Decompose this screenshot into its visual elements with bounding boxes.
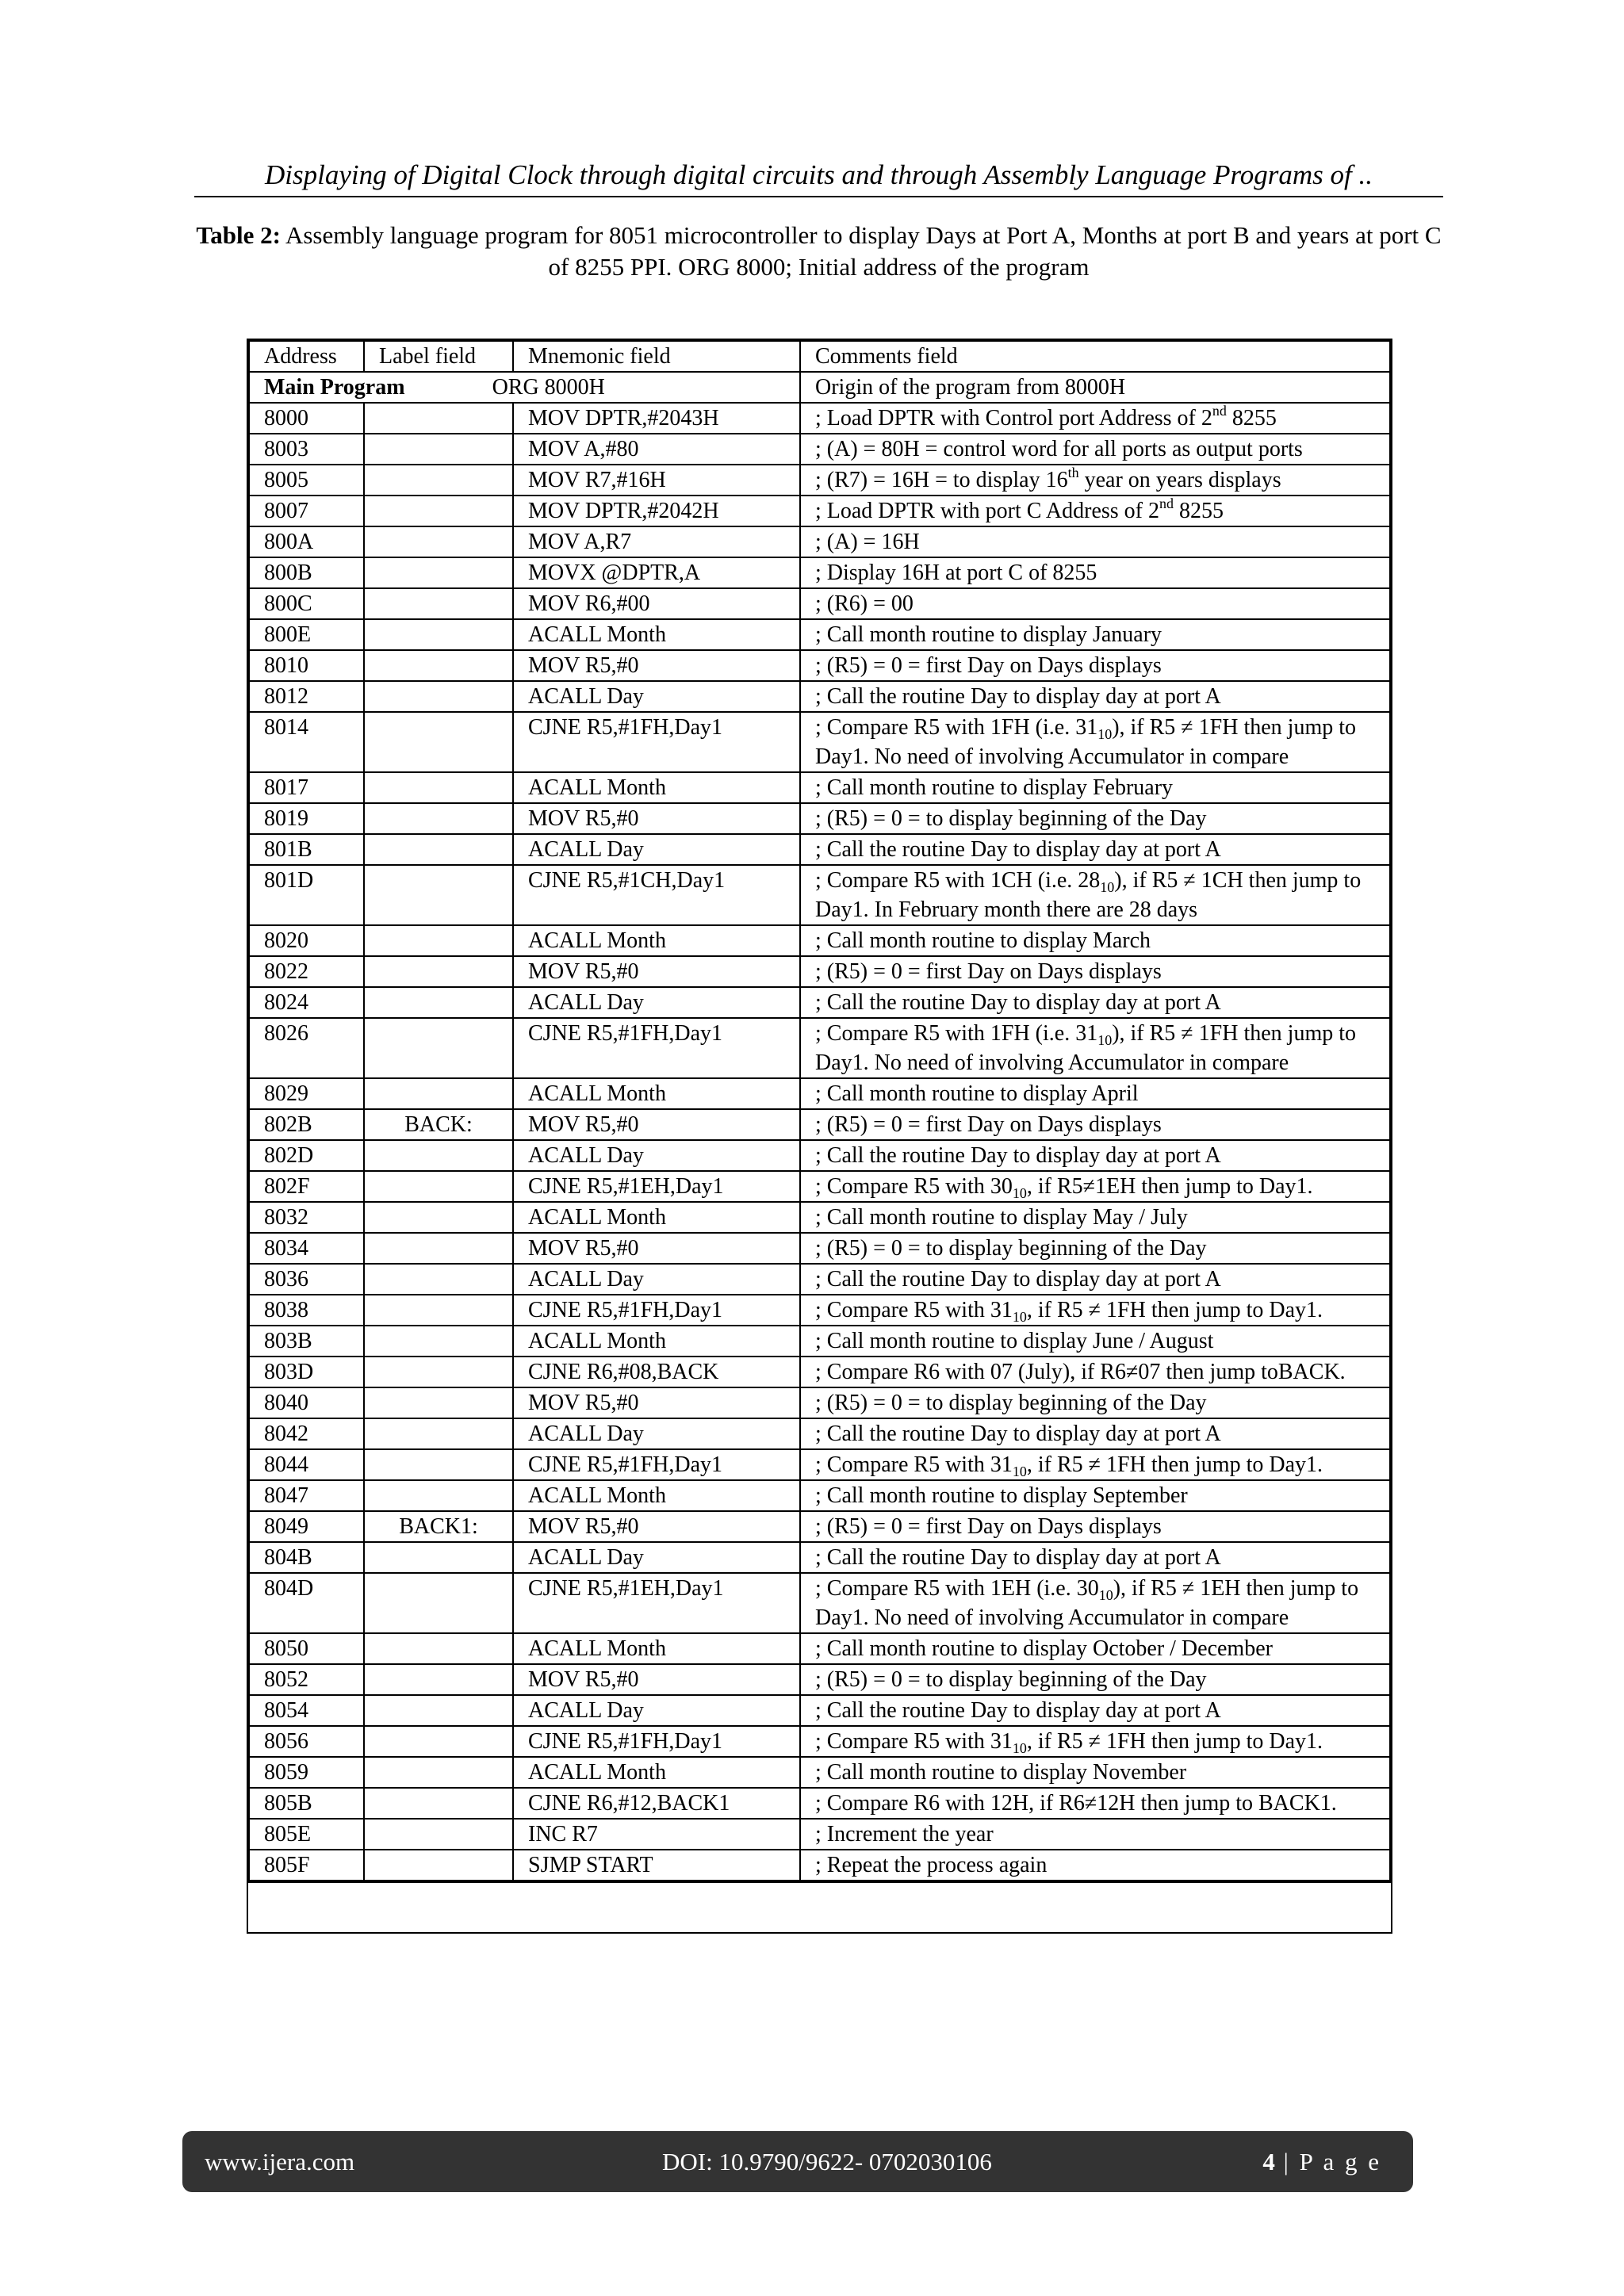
mnemonic-cell: CJNE R5,#1EH,Day1	[513, 1171, 800, 1202]
comment-cell: ; Call the routine Day to display day at port A	[800, 1695, 1390, 1726]
comment-cell: ; Call month routine to display February	[800, 772, 1390, 803]
table-row	[249, 1326, 1390, 1357]
label-cell	[364, 1326, 513, 1357]
comment-cell: ; Load DPTR with port C Address of 2nd 8255	[800, 496, 1390, 526]
table-row	[249, 619, 1390, 650]
mnemonic-cell: CJNE R5,#1FH,Day1	[513, 1018, 800, 1078]
address-cell: 8005	[249, 465, 364, 496]
label-cell	[364, 1387, 513, 1418]
label-cell	[364, 1695, 513, 1726]
label-cell	[364, 465, 513, 496]
address-cell: 8019	[249, 803, 364, 834]
comment-cell: ; (R7) = 16H = to display 16th year on years displays	[800, 465, 1390, 496]
mnemonic-cell: MOV R5,#0	[513, 803, 800, 834]
label-cell	[364, 772, 513, 803]
label-cell	[364, 1726, 513, 1757]
table-row	[249, 1449, 1390, 1480]
table-row	[249, 956, 1390, 987]
mnemonic-cell: ACALL Day	[513, 834, 800, 865]
label-cell	[364, 1757, 513, 1788]
table-body	[249, 372, 1390, 1881]
table-row	[249, 1387, 1390, 1418]
mnemonic-cell: ACALL Month	[513, 925, 800, 956]
address-cell: 800B	[249, 557, 364, 588]
page-footer	[182, 2131, 1413, 2192]
address-cell: 8012	[249, 681, 364, 712]
table-row	[249, 1018, 1390, 1078]
table-row	[249, 1633, 1390, 1664]
mnemonic-cell: SJMP START	[513, 1850, 800, 1881]
table-row	[249, 1109, 1390, 1140]
comment-cell: ; Call month routine to display November	[800, 1757, 1390, 1788]
header-mnemonic-field: Mnemonic field	[513, 341, 800, 372]
address-cell: 8000	[249, 403, 364, 434]
table-header-row	[249, 341, 1390, 372]
label-cell	[364, 1140, 513, 1171]
mnemonic-cell: ACALL Day	[513, 1264, 800, 1295]
comment-cell: ; Call month routine to display January	[800, 619, 1390, 650]
comment-cell: ; Compare R5 with $31_{10}$, if R5 ≠ 1FH then jump to Day1.	[800, 1726, 1390, 1757]
table-row	[249, 434, 1390, 465]
label-cell	[364, 681, 513, 712]
comment-cell: ; (R5) = 0 = first Day on Days displays	[800, 650, 1390, 681]
mnemonic-cell: ACALL Month	[513, 1078, 800, 1109]
label-cell	[364, 834, 513, 865]
main-program-label: Main Program	[264, 375, 405, 400]
label-cell	[364, 956, 513, 987]
address-cell: 8050	[249, 1633, 364, 1664]
address-cell: 8052	[249, 1664, 364, 1695]
address-cell: 8040	[249, 1387, 364, 1418]
main-program-cell	[249, 372, 800, 403]
comment-cell: ; Compare R5 with 1FH (i.e. $31_{10}$), if R5 ≠ 1FH then jump to Day1. No need of involving Accumulator in compare	[800, 1018, 1390, 1078]
mnemonic-cell: ACALL Month	[513, 1633, 800, 1664]
mnemonic-cell: ACALL Day	[513, 681, 800, 712]
comment-cell: ; (R5) = 0 = to display beginning of the Day	[800, 803, 1390, 834]
table-row	[249, 588, 1390, 619]
mnemonic-cell: MOV R7,#16H	[513, 465, 800, 496]
address-cell: 8007	[249, 496, 364, 526]
table-row	[249, 834, 1390, 865]
mnemonic-cell: MOV R5,#0	[513, 1511, 800, 1542]
label-cell	[364, 712, 513, 772]
address-cell: 802D	[249, 1140, 364, 1171]
comment-cell: ; Compare R6 with 07 (July), if R6≠07 then jump toBACK.	[800, 1357, 1390, 1387]
table-row	[249, 1511, 1390, 1542]
comment-cell: ; Compare R5 with $31_{10}$, if R5 ≠ 1FH then jump to Day1.	[800, 1295, 1390, 1326]
label-cell	[364, 1264, 513, 1295]
table-row	[249, 681, 1390, 712]
address-cell: 801B	[249, 834, 364, 865]
address-cell: 8022	[249, 956, 364, 987]
table-caption	[194, 220, 1443, 283]
mnemonic-cell: MOV R5,#0	[513, 650, 800, 681]
mnemonic-cell: ACALL Day	[513, 987, 800, 1018]
address-cell: 8049	[249, 1511, 364, 1542]
label-cell	[364, 1078, 513, 1109]
address-cell: 8003	[249, 434, 364, 465]
label-cell	[364, 1357, 513, 1387]
address-cell: 8047	[249, 1480, 364, 1511]
table-row	[249, 526, 1390, 557]
comment-cell: ; Compare R5 with 1FH (i.e. $31_{10}$), if R5 ≠ 1FH then jump to Day1. No need of involving Accumulator in compare	[800, 712, 1390, 772]
main-program-comment: Origin of the program from 8000H	[800, 372, 1390, 403]
mnemonic-cell: MOV DPTR,#2042H	[513, 496, 800, 526]
address-cell: 800E	[249, 619, 364, 650]
mnemonic-cell: MOV R5,#0	[513, 956, 800, 987]
table-row	[249, 1757, 1390, 1788]
label-cell	[364, 1202, 513, 1233]
mnemonic-cell: MOV R5,#0	[513, 1387, 800, 1418]
table-row	[249, 1140, 1390, 1171]
header-comments-field: Comments field	[800, 341, 1390, 372]
mnemonic-cell: ACALL Day	[513, 1542, 800, 1573]
comment-cell: ; Repeat the process again	[800, 1850, 1390, 1881]
table-row	[249, 496, 1390, 526]
table-row	[249, 987, 1390, 1018]
comment-cell: ; (R6) = 00	[800, 588, 1390, 619]
mnemonic-cell: MOV R5,#0	[513, 1233, 800, 1264]
footer-page-number: 4	[1262, 2148, 1275, 2175]
mnemonic-cell: CJNE R5,#1CH,Day1	[513, 865, 800, 925]
comment-cell: ; Call the routine Day to display day at port A	[800, 1140, 1390, 1171]
table-row	[249, 772, 1390, 803]
mnemonic-cell: CJNE R6,#12,BACK1	[513, 1788, 800, 1819]
comment-cell: ; Call month routine to display April	[800, 1078, 1390, 1109]
comment-cell: ; (R5) = 0 = to display beginning of the Day	[800, 1387, 1390, 1418]
caption-label: Table 2:	[196, 221, 281, 249]
mnemonic-cell: ACALL Day	[513, 1695, 800, 1726]
mnemonic-cell: MOV R6,#00	[513, 588, 800, 619]
comment-cell: ; Compare R5 with 1EH (i.e. $30_{10}$), if R5 ≠ 1EH then jump to Day1. No need of involving Accumulator in compare	[800, 1573, 1390, 1633]
mnemonic-cell: MOV A,#80	[513, 434, 800, 465]
footer-page	[1262, 2131, 1381, 2192]
mnemonic-cell: ACALL Month	[513, 1757, 800, 1788]
table-row	[249, 465, 1390, 496]
address-cell: 8054	[249, 1695, 364, 1726]
table-row	[249, 403, 1390, 434]
label-cell	[364, 1171, 513, 1202]
mnemonic-cell: CJNE R5,#1FH,Day1	[513, 1726, 800, 1757]
mnemonic-cell: MOV R5,#0	[513, 1109, 800, 1140]
address-cell: 8042	[249, 1418, 364, 1449]
comment-cell: ; Compare R6 with 12H, if R6≠12H then jump to BACK1.	[800, 1788, 1390, 1819]
label-cell	[364, 1573, 513, 1633]
comment-cell: ; Call month routine to display March	[800, 925, 1390, 956]
comment-cell: ; Compare R5 with $30_{10}$, if R5≠1EH then jump to Day1.	[800, 1171, 1390, 1202]
mnemonic-cell: ACALL Month	[513, 1202, 800, 1233]
comment-cell: ; (R5) = 0 = first Day on Days displays	[800, 956, 1390, 987]
label-cell	[364, 1480, 513, 1511]
label-cell	[364, 1633, 513, 1664]
comment-cell: ; (R5) = 0 = to display beginning of the Day	[800, 1233, 1390, 1264]
mnemonic-cell: ACALL Day	[513, 1418, 800, 1449]
label-cell	[364, 1233, 513, 1264]
mnemonic-cell: ACALL Month	[513, 619, 800, 650]
table-row	[249, 1295, 1390, 1326]
address-cell: 8032	[249, 1202, 364, 1233]
table-row	[249, 803, 1390, 834]
comment-cell: ; Call the routine Day to display day at port A	[800, 834, 1390, 865]
footer-site[interactable]: www.ijera.com	[205, 2148, 355, 2175]
address-cell: 8059	[249, 1757, 364, 1788]
table-row	[249, 1078, 1390, 1109]
label-cell	[364, 987, 513, 1018]
footer-page-word: | P a g e	[1274, 2148, 1381, 2175]
label-cell	[364, 1788, 513, 1819]
running-head: Displaying of Digital Clock through digital circuits and through Assembly Language Programs of ..	[194, 153, 1443, 197]
label-cell	[364, 434, 513, 465]
comment-cell: ; Call the routine Day to display day at port A	[800, 1542, 1390, 1573]
label-cell	[364, 619, 513, 650]
comment-cell: ; Display 16H at port C of 8255	[800, 557, 1390, 588]
table-row	[249, 1171, 1390, 1202]
table-row	[249, 1573, 1390, 1633]
comment-cell: ; Call month routine to display October / December	[800, 1633, 1390, 1664]
label-cell	[364, 1819, 513, 1850]
mnemonic-cell: MOV R5,#0	[513, 1664, 800, 1695]
label-cell	[364, 803, 513, 834]
comment-cell: ; (A) = 16H	[800, 526, 1390, 557]
address-cell: 8020	[249, 925, 364, 956]
table-row	[249, 1357, 1390, 1387]
table-row	[249, 1264, 1390, 1295]
comment-cell: ; (A) = 80H = control word for all ports as output ports	[800, 434, 1390, 465]
main-program-org: ORG 8000H	[492, 375, 605, 400]
program-table	[247, 339, 1392, 1934]
mnemonic-cell: MOV DPTR,#2043H	[513, 403, 800, 434]
comment-cell: ; Call the routine Day to display day at port A	[800, 681, 1390, 712]
comment-cell: ; Call the routine Day to display day at port A	[800, 1418, 1390, 1449]
address-cell: 800C	[249, 588, 364, 619]
comment-cell: ; (R5) = 0 = to display beginning of the Day	[800, 1664, 1390, 1695]
table-row	[249, 1418, 1390, 1449]
label-cell	[364, 650, 513, 681]
address-cell: 804B	[249, 1542, 364, 1573]
comment-cell: ; Call month routine to display June / August	[800, 1326, 1390, 1357]
address-cell: 8014	[249, 712, 364, 772]
mnemonic-cell: CJNE R5,#1FH,Day1	[513, 1449, 800, 1480]
footer-doi: DOI: 10.9790/9622- 0702030106	[662, 2148, 992, 2175]
table-row	[249, 1542, 1390, 1573]
caption-text: Assembly language program for 8051 microcontroller to display Days at Port A, Months at port B and years at port C of 8255 PPI. ORG 8000; Initial address of the program	[280, 221, 1442, 281]
address-cell: 803D	[249, 1357, 364, 1387]
label-cell	[364, 588, 513, 619]
address-cell: 8029	[249, 1078, 364, 1109]
table-row	[249, 1233, 1390, 1264]
mnemonic-cell: CJNE R5,#1FH,Day1	[513, 1295, 800, 1326]
address-cell: 8024	[249, 987, 364, 1018]
address-cell: 802B	[249, 1109, 364, 1140]
mnemonic-cell: CJNE R5,#1EH,Day1	[513, 1573, 800, 1633]
comment-cell: ; Compare R5 with $31_{10}$, if R5 ≠ 1FH then jump to Day1.	[800, 1449, 1390, 1480]
address-cell: 804D	[249, 1573, 364, 1633]
comment-cell: ; Load DPTR with Control port Address of 2nd 8255	[800, 403, 1390, 434]
label-cell	[364, 1664, 513, 1695]
mnemonic-cell: CJNE R5,#1FH,Day1	[513, 712, 800, 772]
table-row	[249, 1819, 1390, 1850]
table-row	[249, 1480, 1390, 1511]
label-cell	[364, 1295, 513, 1326]
table-row	[249, 557, 1390, 588]
comment-cell: ; Call the routine Day to display day at port A	[800, 1264, 1390, 1295]
header-label-field: Label field	[364, 341, 513, 372]
label-cell	[364, 1850, 513, 1881]
mnemonic-cell: CJNE R6,#08,BACK	[513, 1357, 800, 1387]
mnemonic-cell: ACALL Month	[513, 772, 800, 803]
main-program-row	[249, 372, 1390, 403]
label-cell	[364, 557, 513, 588]
comment-cell: ; (R5) = 0 = first Day on Days displays	[800, 1511, 1390, 1542]
comment-cell: ; Increment the year	[800, 1819, 1390, 1850]
comment-cell: ; (R5) = 0 = first Day on Days displays	[800, 1109, 1390, 1140]
address-cell: 8056	[249, 1726, 364, 1757]
mnemonic-cell: MOV A,R7	[513, 526, 800, 557]
comment-cell: ; Call the routine Day to display day at port A	[800, 987, 1390, 1018]
label-cell	[364, 403, 513, 434]
table-row	[249, 865, 1390, 925]
label-cell	[364, 526, 513, 557]
table-row	[249, 925, 1390, 956]
address-cell: 8038	[249, 1295, 364, 1326]
label-cell	[364, 1542, 513, 1573]
address-cell: 805B	[249, 1788, 364, 1819]
address-cell: 805F	[249, 1850, 364, 1881]
label-cell	[364, 1018, 513, 1078]
mnemonic-cell: MOVX @DPTR,A	[513, 557, 800, 588]
address-cell: 800A	[249, 526, 364, 557]
label-cell	[364, 865, 513, 925]
mnemonic-cell: ACALL Month	[513, 1326, 800, 1357]
address-cell: 8017	[249, 772, 364, 803]
header-address: Address	[249, 341, 364, 372]
address-cell: 803B	[249, 1326, 364, 1357]
mnemonic-cell: ACALL Month	[513, 1480, 800, 1511]
mnemonic-cell: INC R7	[513, 1819, 800, 1850]
table-row	[249, 1788, 1390, 1819]
address-cell: 8036	[249, 1264, 364, 1295]
address-cell: 8026	[249, 1018, 364, 1078]
address-cell: 8034	[249, 1233, 364, 1264]
label-cell	[364, 1449, 513, 1480]
mnemonic-cell: ACALL Day	[513, 1140, 800, 1171]
address-cell: 805E	[249, 1819, 364, 1850]
table-row	[249, 1202, 1390, 1233]
comment-cell: ; Compare R5 with 1CH (i.e. $28_{10}$), if R5 ≠ 1CH then jump to Day1. In February month there are 28 days	[800, 865, 1390, 925]
table-row	[249, 650, 1390, 681]
label-cell: BACK1:	[364, 1511, 513, 1542]
table-trailer	[248, 1881, 1391, 1932]
table-row	[249, 1695, 1390, 1726]
label-cell	[364, 925, 513, 956]
comment-cell: ; Call month routine to display May / July	[800, 1202, 1390, 1233]
label-cell	[364, 1418, 513, 1449]
table-row	[249, 1664, 1390, 1695]
label-cell: BACK:	[364, 1109, 513, 1140]
address-cell: 8010	[249, 650, 364, 681]
table-row	[249, 1726, 1390, 1757]
table-row	[249, 712, 1390, 772]
comment-cell: ; Call month routine to display September	[800, 1480, 1390, 1511]
label-cell	[364, 496, 513, 526]
address-cell: 801D	[249, 865, 364, 925]
table-row	[249, 1850, 1390, 1881]
address-cell: 802F	[249, 1171, 364, 1202]
address-cell: 8044	[249, 1449, 364, 1480]
